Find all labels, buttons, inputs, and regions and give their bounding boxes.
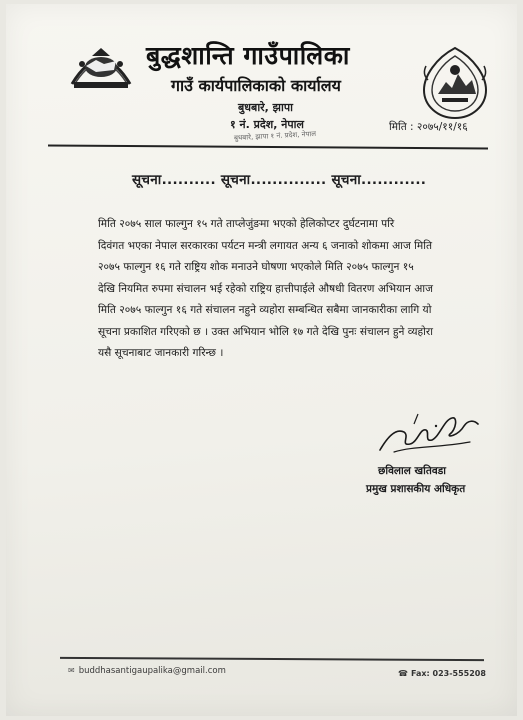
nepal-emblem-icon [66,34,136,94]
email-icon: ✉ [68,666,75,675]
signatory-title: प्रमुख प्रशासकीय अधिकृत [366,483,466,495]
body-line: सूचना प्रकाशित गरिएको छ । उक्त अभियान भोलि १७ गते देखि पुनः संचालन हुने व्यहोरा [98,325,433,338]
address-stamp: बुधबारे, झापा १ नं. प्रदेश, नेपाल [233,129,317,143]
letter-page [6,4,517,716]
fax-number: Fax: 023-555208 [410,669,486,678]
signatory-name: छविलाल खतिवडा [378,465,446,477]
email-address: buddhasantigaupalika@gmail.com [78,666,226,676]
signature [374,406,484,458]
address-line-1: बुधबारे, झापा [238,101,293,114]
body-line: दिवंगत भएका नेपाल सरकारका पर्यटन मन्त्री लगायत अन्य ६ जनाको शोकमा आज मिति [98,239,433,252]
municipality-logo-icon [416,44,494,122]
body-line: २०७५ फाल्गुन १६ गते राष्ट्रिय शोक मनाउने घोषणा भएकोले मिति २०७५ फाल्गुन १५ [98,261,414,273]
office-subtitle: गाउँ कार्यपालिकाको कार्यालय [171,76,341,95]
header-divider [48,144,488,149]
footer-email [68,666,226,676]
body-line: मिति २०७५ साल फाल्गुन १५ गते ताप्लेजुंङमा भएको हेलिकोप्टर दुर्घटनामा परि [98,218,395,230]
footer-fax [398,669,486,678]
fax-icon: ☎ [398,669,408,678]
body-line: देखि नियमित रुपमा संचालन भई रहेको राष्ट्रिय हात्तीपाईले औषधी वितरण अभियान आज [98,282,433,295]
letter-date: मिति : २०७५/११/१६ [389,121,468,133]
footer-divider [60,657,484,661]
body-line: मिति २०७५ फाल्गुन १६ गते संचालन नहुने व्यहोरा सम्बन्धित सबैमा जानकारीका लागि यो [98,304,432,316]
notice-body [98,214,498,365]
notice-heading: सूचना.......... सूचना.............. सूचना............ [132,172,427,188]
body-line: यसै सूचनाबाट जानकारी गरिन्छ । [98,347,224,359]
address-line-2: १ नं. प्रदेश, नेपाल [230,118,304,131]
municipality-title: बुद्धशान्ति गाउँपालिका [146,41,350,70]
